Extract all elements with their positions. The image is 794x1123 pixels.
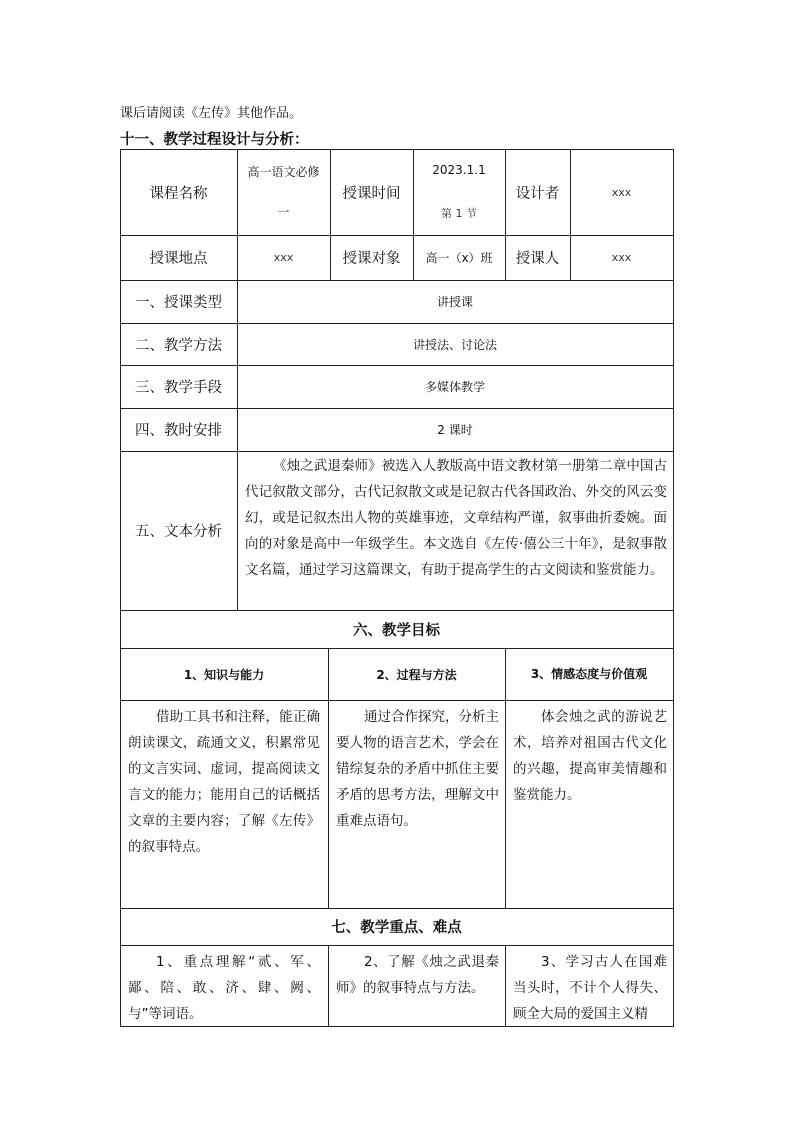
text-analysis-content: 《烛之武退秦师》被选入人教版高中语文教材第一册第二章中国古代记叙散文部分，古代记叙散文或是记叙古代各国政治、外交的风云变幻，或是记叙杰出人物的英雄事迹，文章结构严谨，叙事曲折委婉。面向的对象是高中一年级学生。本文选自《左传·僖公三十年》，是叙事散文名篇，通过学习这篇课文，有助于提高学生的古文阅读和鉴赏能力。: [245, 458, 667, 578]
key-point-1: 1、重点理解“贰、军、鄙、陪、敢、济、肆、阙、与”等词语。: [128, 954, 320, 1022]
key-point-2: 2、了解《烛之武退秦师》的叙事特点与方法。: [336, 954, 499, 996]
goal-header-attitude: 3、情感态度与价值观: [530, 667, 648, 681]
teaching-means-label: 三、教学手段: [135, 380, 222, 396]
lesson-type-label: 一、授课类型: [135, 295, 222, 311]
section-heading: 十一、教学过程设计与分析：: [120, 132, 309, 148]
class-time-date: 2023.1.1: [432, 163, 486, 177]
time-arrangement-label: 四、教时安排: [135, 423, 222, 439]
teaching-method-value: 讲授法、讨论法: [412, 337, 497, 352]
key-points-title: 七、教学重点、难点: [331, 920, 462, 936]
key-point-3: 3、学习古人在国难当头时，不计个人得失、顾全大局的爱国主义精: [513, 954, 667, 1022]
teacher-value: xxx: [611, 251, 632, 264]
time-arrangement-value: 2 课时: [437, 423, 473, 437]
course-name-value: 高一语文必修一: [247, 165, 320, 219]
goal-header-process: 2、过程与方法: [376, 667, 457, 682]
intro-line: 课后请阅读《左传》其他作品。: [120, 106, 303, 121]
goal-content-knowledge: 借助工具书和注释，能正确朗读课文，疏通文义，积累常见的文言实词、虚词，提高阅读文言文的能力；能用自己的话概括文章的主要内容；了解《左传》的叙事特点。: [128, 709, 320, 855]
goal-content-attitude: 体会烛之武的游说艺术，培养对祖国古代文化的兴趣，提高审美情趣和鉴赏能力。: [513, 709, 667, 803]
teacher-label: 授课人: [515, 251, 560, 267]
class-target-label: 授课对象: [342, 251, 401, 267]
goal-content-process: 通过合作探究，分析主要人物的语言艺术，学会在错综复杂的矛盾中抓住主要矛盾的思考方法，理解文中重难点语句。: [336, 709, 499, 829]
class-place-label: 授课地点: [149, 251, 208, 267]
class-target-value: 高一（x）班: [425, 251, 493, 265]
course-name-label: 课程名称: [149, 185, 208, 202]
class-place-value: xxx: [273, 251, 294, 264]
class-time-value: [413, 149, 505, 235]
lesson-type-value: 讲授课: [436, 295, 473, 309]
teaching-means-value: 多媒体教学: [424, 380, 485, 394]
teaching-method-label: 二、教学方法: [135, 337, 222, 354]
designer-value: xxx: [611, 185, 632, 199]
designer-label: 设计者: [515, 185, 560, 202]
goal-header-knowledge: 1、知识与能力: [183, 667, 265, 682]
teaching-goals-title: 六、教学目标: [353, 622, 440, 639]
class-time-label: 授课时间: [342, 185, 401, 202]
text-analysis-label: 五、文本分析: [135, 524, 222, 540]
class-time-period: 第 1 节: [441, 207, 477, 220]
